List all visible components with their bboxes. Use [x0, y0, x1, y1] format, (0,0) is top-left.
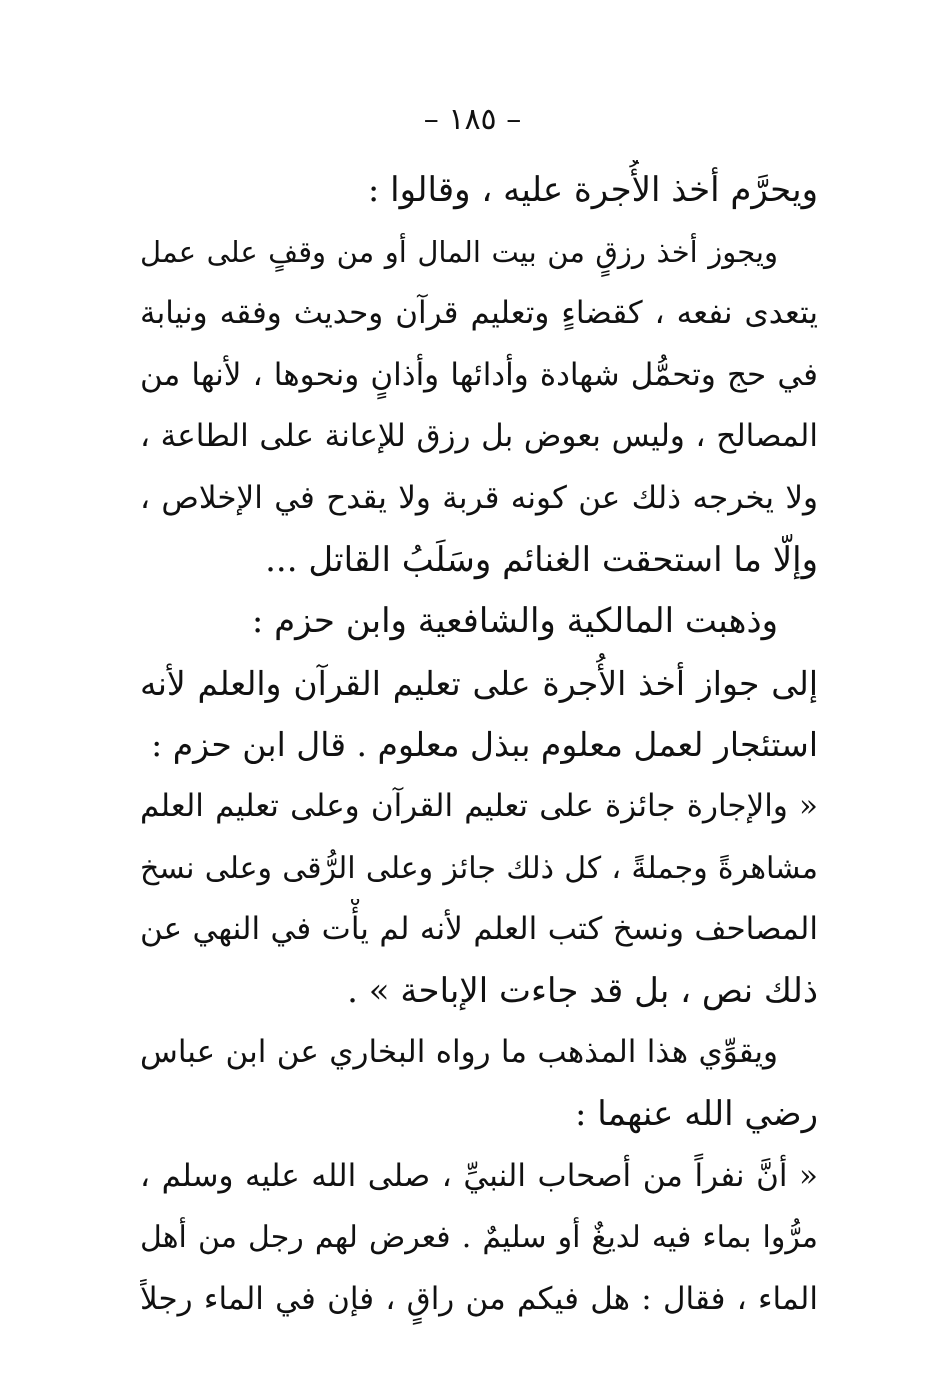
page-number: – ١٨٥ – — [423, 102, 522, 137]
text-line: ويحرَّم أخذ الأُجرة عليه ، وقالوا : — [367, 170, 818, 210]
text-line: رضي الله عنهما : — [574, 1093, 818, 1134]
text-line: ويجوز أخذ رزقٍ من بيت المال أو من وقفٍ على عمل — [140, 234, 778, 269]
text-line: ولا يخرجه ذلك عن كونه قربة ولا يقدح في الإخلاص ، — [140, 479, 818, 516]
text-line: وذهبت المالكية والشافعية وابن حزم : — [251, 601, 778, 642]
text-line: « أنَّ نفراً من أصحاب النبيِّ ، صلى الله عليه وسلم ، — [140, 1157, 818, 1194]
text-line: المصالح ، وليس بعوض بل رزق للإعانة على الطاعة ، — [140, 418, 818, 455]
text-line: استئجار لعمل معلوم ببذل معلوم . قال ابن حزم : — [151, 725, 818, 765]
body-text — [140, 160, 818, 1330]
text-line: مشاهرةً وجملةً ، كل ذلك جائز وعلى الرُّقى وعلى نسخ — [140, 850, 818, 886]
text-line: مرُّوا بماء فيه لديغٌ أو سليمٌ . فعرض لهم رجل من أهل — [140, 1220, 818, 1256]
text-line: وإلّا ما استحقت الغنائم وسَلَبُ القاتل ... — [265, 539, 818, 580]
text-line: ويقوِّي هذا المذهب ما رواه البخاري عن ابن عباس — [140, 1034, 778, 1071]
text-line: « والإجارة جائزة على تعليم القرآن وعلى تعليم العلم — [140, 787, 818, 824]
text-line: يتعدى نفعه ، كقضاءٍ وتعليم قرآن وحديث وفقه ونيابة — [140, 295, 818, 332]
text-line: في حج وتحمُّل شهادة وأدائها وأذانٍ ونحوها ، لأنها من — [140, 356, 818, 393]
text-line: الماء ، فقال : هل فيكم من راقٍ ، فإن في الماء رجلاً — [140, 1280, 818, 1317]
text-line: المصاحف ونسخ كتب العلم لأنه لم يأْت في النهي عن — [140, 911, 818, 948]
text-line: ذلك نص ، بل قد جاءت الإباحة » . — [347, 970, 818, 1011]
text-line: إلى جواز أخذ الأُجرة على تعليم القرآن والعلم لأنه — [140, 663, 818, 703]
